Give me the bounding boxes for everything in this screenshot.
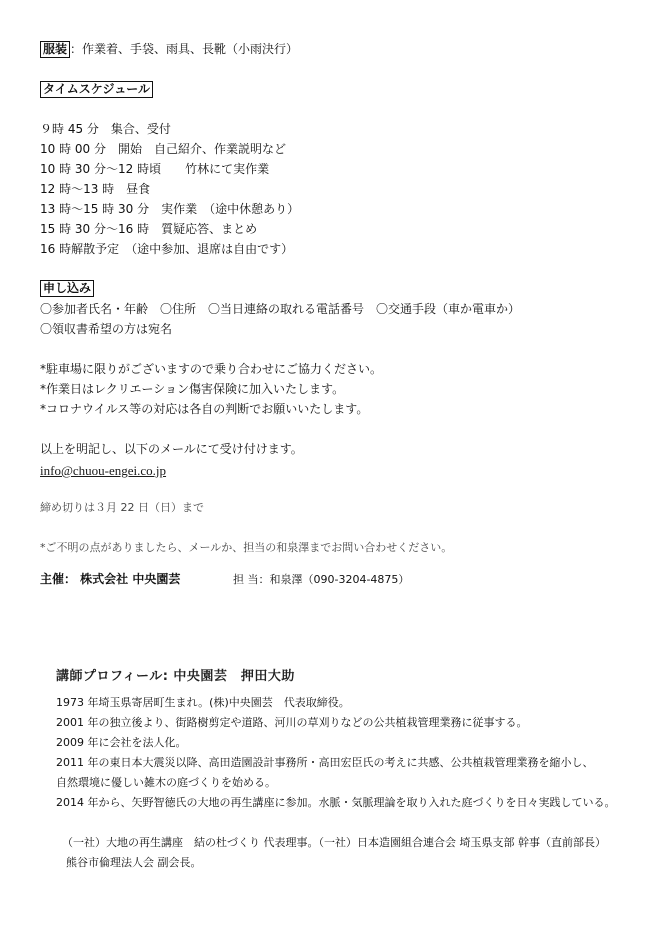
profile-role: （一社）大地の再生講座 結の杜づくり 代表理事。（一社）日本造園組合連合会 埼玉県支部 幹事（直前部長） [62, 836, 606, 849]
note-line: *作業日はレクリエーション傷害保険に加入いたします。 [40, 382, 345, 396]
application-item: 〇参加者氏名・年齢 〇住所 〇当日連絡の取れる電話番号 〇交通手段（車か電車か） [40, 302, 521, 316]
dress-line [40, 41, 298, 58]
person-in-charge: 担 当：和泉澤（090-3204-4875） [233, 573, 410, 586]
schedule-heading-line [40, 81, 153, 98]
schedule-item: ９時 45 分 集合、受付 [40, 122, 171, 136]
schedule-item: 10 時 00 分 開始 自己紹介、作業説明など [40, 142, 286, 156]
profile-line: 2009 年に会社を法人化。 [56, 736, 187, 749]
profile-role: 熊谷市倫理法人会 副会長。 [66, 856, 202, 869]
inquiry-text: *ご不明の点がありましたら、メールか、担当の和泉澤までお問い合わせください。 [40, 541, 453, 554]
profile-line: 2011 年の東日本大震災以降、高田造園設計事務所・高田宏臣氏の考えに共感、公共植栽管理業務を縮小し、 [56, 756, 594, 769]
email-link[interactable]: info@chuou-engei.co.jp [40, 463, 167, 478]
contact-intro: 以上を明記し、以下のメールにて受け付けます。 [40, 442, 303, 456]
schedule-heading: タイムスケジュール [40, 81, 153, 98]
schedule-item: 16 時解散予定 （途中参加、退席は自由です） [40, 242, 294, 256]
dress-text: ：作業着、手袋、雨具、長靴（小雨決行） [70, 42, 299, 56]
profile-line: 2001 年の独立後より、街路樹剪定や道路、河川の草刈りなどの公共植栽管理業務に従事する。 [56, 716, 528, 729]
organizer-text: 主催： 株式会社 中央園芸 [40, 572, 181, 586]
schedule-item: 10 時 30 分～12 時頃 竹林にて実作業 [40, 162, 270, 176]
profile-line: 2014 年から、矢野智徳氏の大地の再生講座に参加。水脈・気脈理論を取り入れた庭づくりを日々実践している。 [56, 796, 616, 809]
application-heading-line [40, 280, 94, 297]
application-heading: 申し込み [40, 280, 94, 297]
schedule-item: 13 時～15 時 30 分 実作業 （途中休憩あり） [40, 202, 300, 216]
schedule-item: 15 時 30 分～16 時 質疑応答、まとめ [40, 222, 258, 236]
application-item: 〇領収書希望の方は宛名 [40, 322, 173, 336]
dress-label: 服装 [40, 41, 70, 58]
note-line: *駐車場に限りがございますので乗り合わせにご協力ください。 [40, 362, 383, 376]
profile-line: 自然環境に優しい雑木の庭づくりを始める。 [56, 776, 276, 789]
email-line [40, 460, 166, 479]
organizer-line [40, 571, 180, 587]
deadline-text: 締め切りは３月 22 日（日）まで [40, 501, 204, 514]
schedule-item: 12 時～13 時 昼食 [40, 182, 151, 196]
note-line: *コロナウイルス等の対応は各自の判断でお願いいたします。 [40, 402, 369, 416]
profile-title: 講師プロフィール: 中央園芸 押田大助 [56, 669, 295, 684]
profile-line: 1973 年埼玉県寄居町生まれ。(株)中央園芸 代表取締役。 [56, 696, 350, 709]
